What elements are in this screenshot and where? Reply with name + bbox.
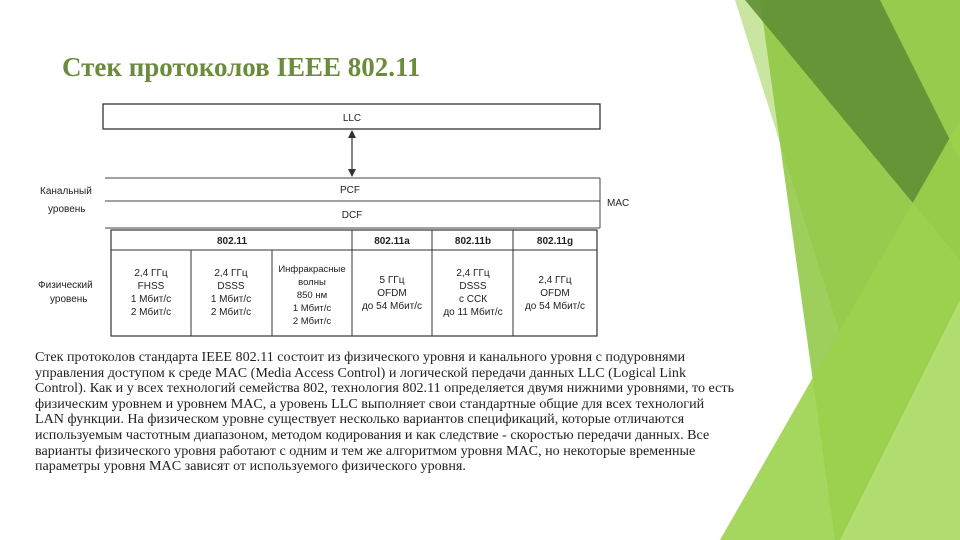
description-paragraph: Стек протоколов стандарта IEEE 802.11 состоит из физического уровня и канального уровня с подуровнями управления доступом к среде MAC (Media Access Control) и логической передачи данных LLC (Logical Link Control). Как и у всех технологий семейства 802, технология 802.11 определяется двумя нижними уровнями, то есть физическим уровнем и уровнем MAC, а уровень LLC выполняет свои стандартные общие для всех технологий LAN функции. На физическом уровне существует несколько вариантов спецификаций, которые отличаются используемым частотным диапазоном, методом кодирования и как следствие - скоростью передачи данных. Все варианты физического уровня работают с одним и тем же алгоритмом уровня MAC, но некоторые временные параметры уровня MAC зависят от используемого физического уровня. [35,349,735,475]
cell-text: 1 Мбит/с [292,303,332,314]
cell-text: 2 Мбит/с [292,316,332,327]
cell-text: 850 нм [296,290,328,301]
cell-text: 1 Мбит/с [130,294,172,305]
dcf-label: DCF [341,210,363,221]
cell-text: 2 Мбит/с [130,307,172,318]
phys-level-label-1: Физический [38,280,93,291]
cell-text: FHSS [137,281,165,292]
cell-text: 2,4 ГГц [538,275,572,286]
cell-text: 2,4 ГГц [214,268,248,279]
group-label: 802.11g [536,236,574,247]
channel-level-label-1: Канальный [40,186,92,197]
cell-text: волны [298,277,326,288]
pcf-label: PCF [340,185,360,196]
cell-text: 2,4 ГГц [456,268,490,279]
mac-label: MAC [607,198,630,209]
slide-title: Стек протоколов IEEE 802.11 [62,52,421,82]
group-label: 802.11 [216,236,248,247]
group-label: 802.11b [454,236,492,247]
cell-text: 5 ГГц [379,275,405,286]
cell-text: с ССК [458,294,488,305]
cell-text: 2 Мбит/с [210,307,252,318]
llc-label: LLC [342,113,362,124]
cell-text: до 54 Мбит/с [524,301,586,312]
arrow-head-down [348,169,356,177]
phys-table-border [111,230,597,336]
cell-text: до 54 Мбит/с [361,301,423,312]
phys-level-label-2: уровень [50,294,88,305]
group-label: 802.11a [374,236,410,247]
channel-level-label-2: уровень [48,204,86,215]
arrow-head-up [348,130,356,138]
cell-text: DSSS [217,281,245,292]
cell-text: до 11 Мбит/с [443,307,503,318]
cell-text: 2,4 ГГц [134,268,168,279]
cell-text: 1 Мбит/с [210,294,252,305]
cell-text: DSSS [459,281,487,292]
cell-text: Инфракрасные [278,264,346,275]
cell-text: OFDM [377,288,407,299]
cell-text: OFDM [540,288,570,299]
